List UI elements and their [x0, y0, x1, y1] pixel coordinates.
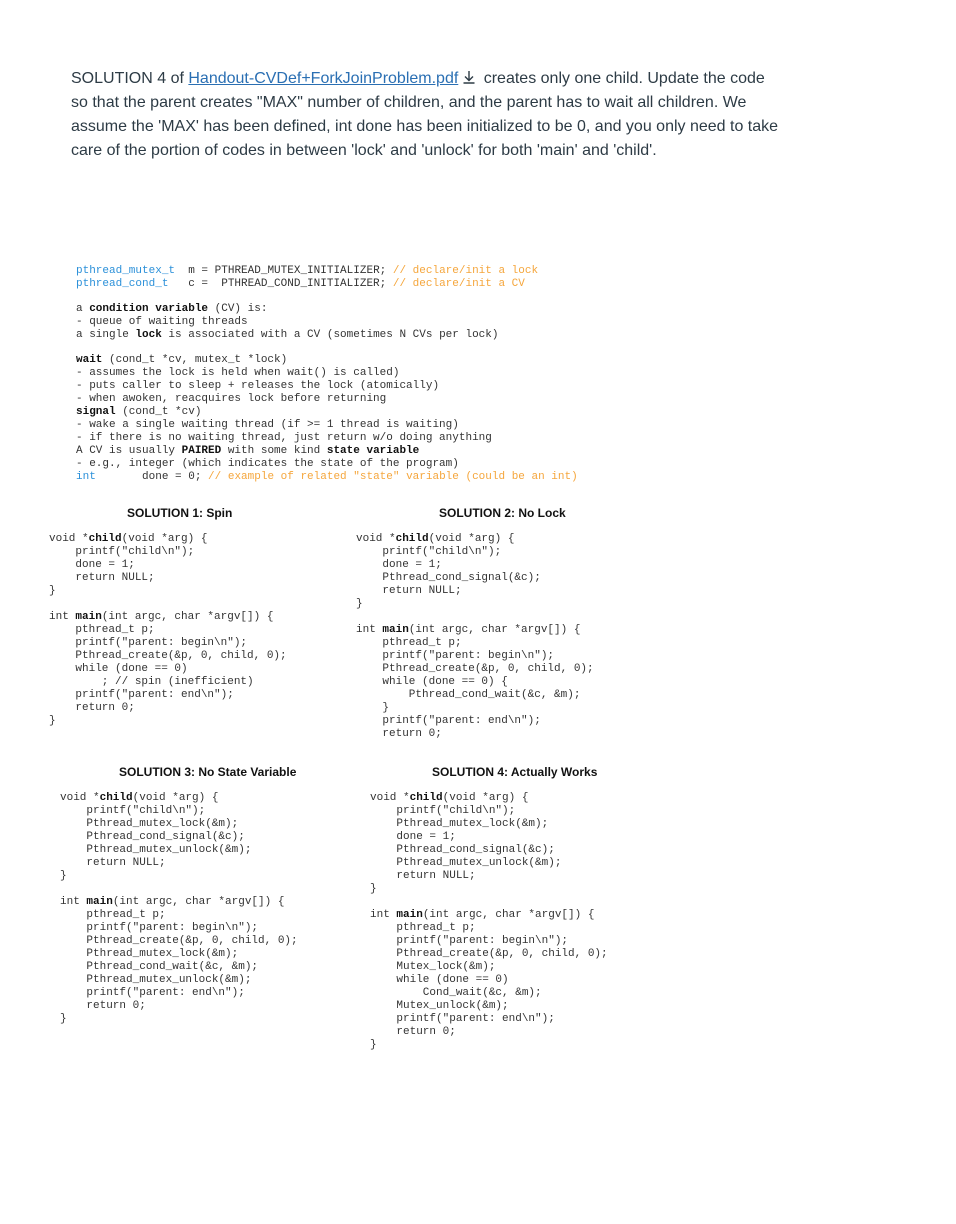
solution-3-code: void *child(void *arg) { printf("child\n"); Pthread_mutex_lock(&m); Pthread_cond_signal(&c); Pthread_mutex_unlock(&m); return NULL; } int main(int argc, char *argv[]) { pthread_t p; printf("parent: begin\n"); Pthread_create(&p, 0, child, 0); Pthread_mutex_lock(&m); Pthread_cond_wait(&c, &m); Pthread_mutex_unlock(&m); printf("parent: end\n"); return 0; }: [60, 792, 298, 1025]
cv-definition: a condition variable (CV) is: - queue of waiting threads a single lock is associated with a CV (sometimes N CVs per lock): [76, 303, 499, 341]
download-icon[interactable]: [461, 69, 477, 85]
prompt-intro: SOLUTION 4 of: [71, 70, 189, 87]
solution-1-title: SOLUTION 1: Spin: [127, 506, 233, 520]
solution-1-code: void *child(void *arg) { printf("child\n"); done = 1; return NULL; } int main(int argc, char *argv[]) { pthread_t p; printf("parent: begin\n"); Pthread_create(&p, 0, child, 0); while (done == 0) ; // spin (inefficient) printf("parent: end\n"); return 0; }: [49, 533, 287, 727]
wait-signal-definition: wait (cond_t *cv, mutex_t *lock) - assumes the lock is held when wait() is called) - puts caller to sleep + releases the lock (atomically) - when awoken, reacquires lock before returning signal (cond_t *cv) - wake a single waiting thread (if >= 1 thread is waiting) - if there is no waiting thread, just return w/o doing anything A CV is usually PAIRED with some kind state variable - e.g., integer (which indicates the state of the program) int done = 0; // example of related "state" variable (could be an int): [76, 354, 578, 483]
handout-declarations: pthread_mutex_t m = PTHREAD_MUTEX_INITIALIZER; // declare/init a lock pthread_cond_t c = PTHREAD_COND_INITIALIZER; // declare/init a CV: [76, 265, 539, 290]
solution-2-title: SOLUTION 2: No Lock: [439, 506, 566, 520]
solution-3-title: SOLUTION 3: No State Variable: [119, 765, 297, 779]
prompt-body: creates only one child. Update the code so that the parent creates "MAX" number of children, and the parent has to wait all children. We assume the 'MAX' has been defined, int done has been initialized to be 0, and you only need to take care of the portion of codes in between 'lock' and 'unlock' for both 'main' and 'child'.: [71, 70, 779, 159]
question-prompt: [71, 67, 781, 163]
handout-pdf-link[interactable]: Handout-CVDef+ForkJoinProblem.pdf: [188, 70, 459, 87]
solution-2-code: void *child(void *arg) { printf("child\n"); done = 1; Pthread_cond_signal(&c); return NULL; } int main(int argc, char *argv[]) { pthread_t p; printf("parent: begin\n"); Pthread_create(&p, 0, child, 0); while (done == 0) { Pthread_cond_wait(&c, &m); } printf("parent: end\n"); return 0;: [356, 533, 594, 740]
solution-4-code: void *child(void *arg) { printf("child\n"); Pthread_mutex_lock(&m); done = 1; Pthread_cond_signal(&c); Pthread_mutex_unlock(&m); return NULL; } int main(int argc, char *argv[]) { pthread_t p; printf("parent: begin\n"); Pthread_create(&p, 0, child, 0); Mutex_lock(&m); while (done == 0) Cond_wait(&c, &m); Mutex_unlock(&m); printf("parent: end\n"); return 0; }: [370, 792, 608, 1051]
solution-4-title: SOLUTION 4: Actually Works: [432, 765, 598, 779]
